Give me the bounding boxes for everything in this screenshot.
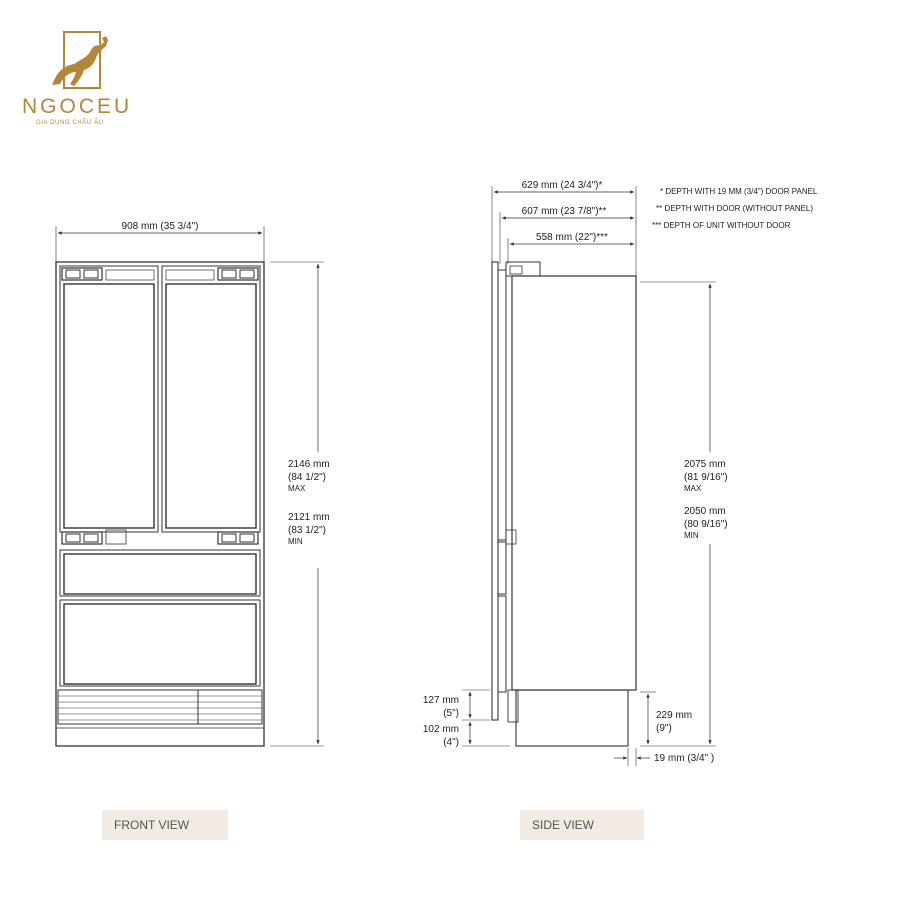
front-height-min-value: 2121 mm <box>288 512 330 523</box>
front-width-label: 908 mm (35 3/4") <box>121 221 199 232</box>
depth-note-3: *** DEPTH OF UNIT WITHOUT DOOR <box>652 221 791 230</box>
toe-kick-inch: (5") <box>443 708 459 719</box>
side-height-max-value: 2075 mm <box>684 459 726 470</box>
toe-kick-value: 127 mm <box>422 695 459 706</box>
panel-thickness-label: 19 mm (3/4" ) <box>654 753 715 764</box>
depth-note-1: * DEPTH WITH 19 MM (3/4") DOOR PANEL <box>660 187 818 196</box>
side-view-drawing <box>462 186 716 766</box>
front-height-min-tag: MIN <box>288 537 303 546</box>
base-height-inch: (4") <box>443 737 459 748</box>
front-height-max-inch: (84 1/2") <box>288 472 327 483</box>
deer-logo-icon <box>52 32 108 88</box>
front-view-drawing <box>56 226 327 746</box>
side-height-max-inch: (81 9/16") <box>684 472 728 483</box>
side-height-max-tag: MAX <box>684 484 702 493</box>
front-view-tab: FRONT VIEW <box>102 810 228 840</box>
side-view-tab: SIDE VIEW <box>520 810 644 840</box>
side-depth-3-label: 558 mm (22")*** <box>536 232 608 243</box>
side-height-min-inch: (80 9/16") <box>684 519 728 530</box>
base-height-value: 102 mm <box>422 724 459 735</box>
front-height-max-tag: MAX <box>288 484 306 493</box>
hinge-icon <box>62 268 258 280</box>
front-height-max-value: 2146 mm <box>288 459 330 470</box>
brand-tagline: GIA DỤNG CHÂU ÂU <box>36 120 104 126</box>
brand-logo <box>22 32 132 126</box>
side-height-min-value: 2050 mm <box>684 506 726 517</box>
depth-note-2: ** DEPTH WITH DOOR (WITHOUT PANEL) <box>656 204 814 213</box>
side-height-min-tag: MIN <box>684 531 699 540</box>
rear-height-value: 229 mm <box>656 710 693 721</box>
brand-name: NGOCEU <box>22 95 133 118</box>
rear-height-inch: (9") <box>656 723 672 734</box>
front-height-min-inch: (83 1/2") <box>288 525 327 536</box>
side-depth-2-label: 607 mm (23 7/8")** <box>521 206 607 217</box>
side-depth-1-label: 629 mm (24 3/4")* <box>521 180 603 191</box>
